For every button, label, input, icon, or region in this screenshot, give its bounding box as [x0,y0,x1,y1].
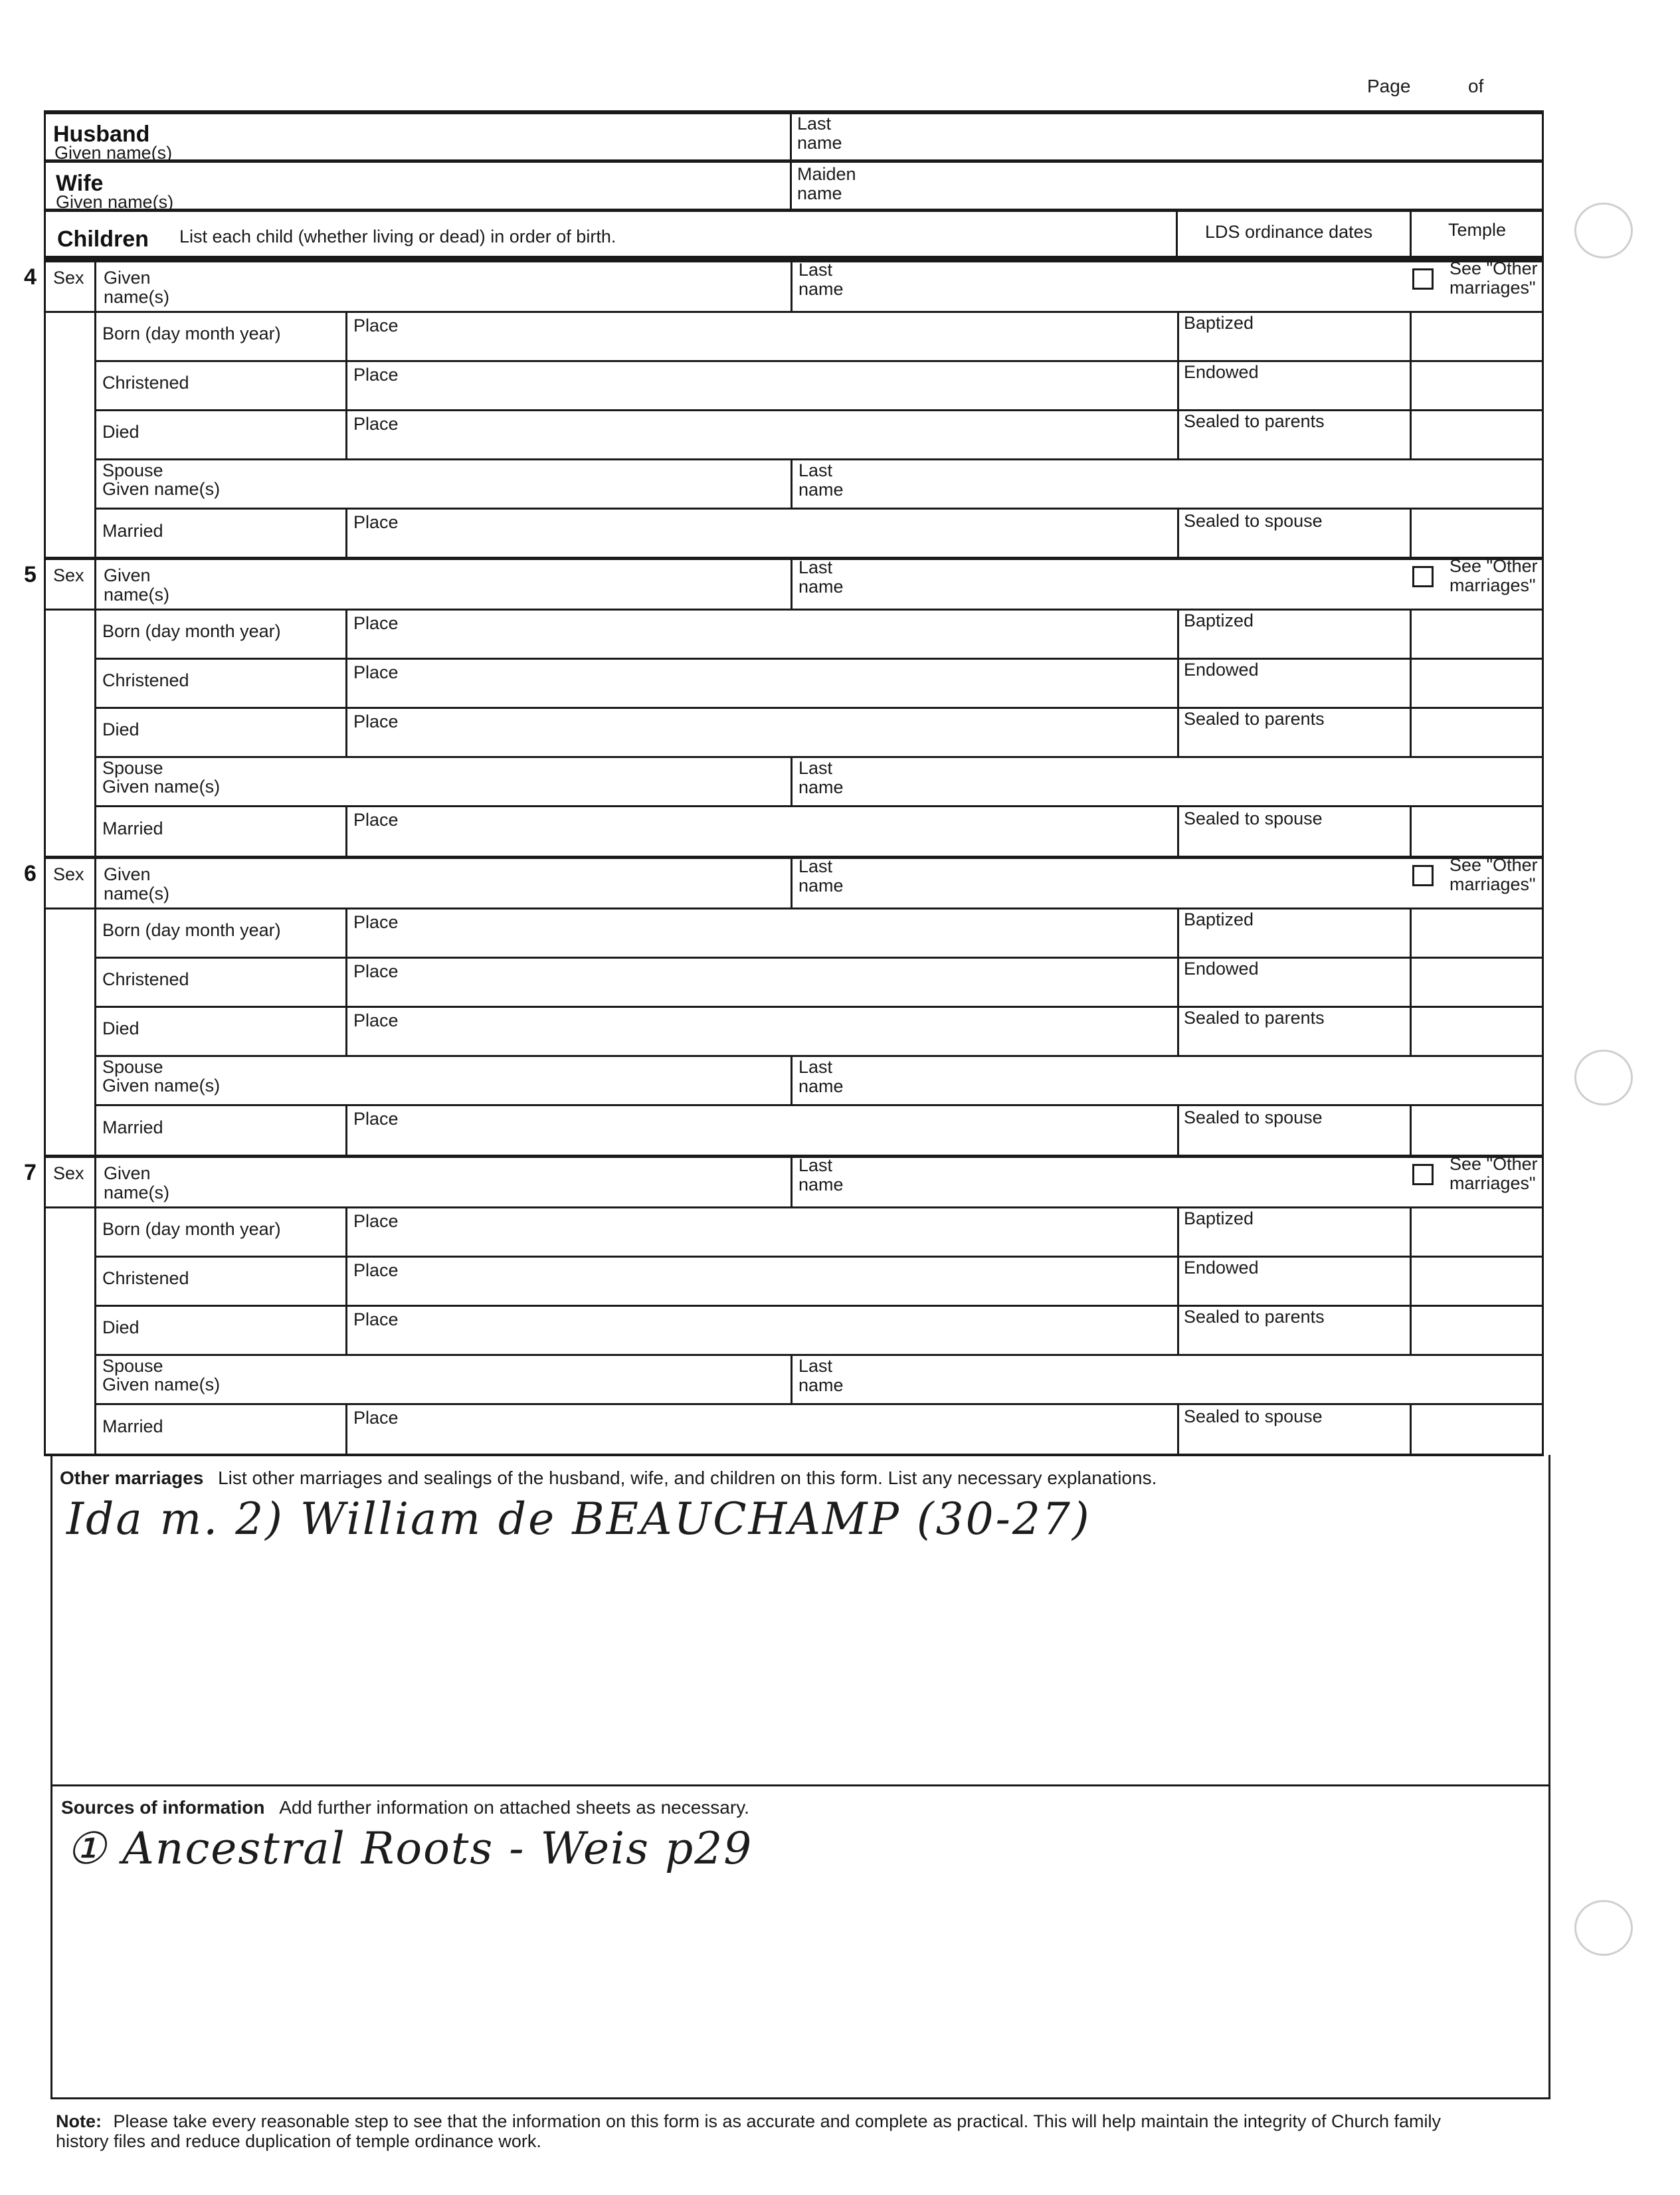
rule [345,609,347,756]
spouse-last-label: Last [798,1356,833,1376]
christened-label: Christened [102,670,189,690]
rule [44,856,46,1155]
endowed-label: Endowed [1184,362,1259,382]
husband-given-label: Given name(s) [54,143,173,163]
rule [50,2097,1550,2099]
rule [1410,211,1412,258]
spouse-given-label: Given name(s) [102,479,221,499]
rule [44,110,1544,114]
rule [94,805,1544,807]
note-line-1 [56,2111,1441,2131]
rule [94,259,96,558]
rule [44,856,1544,859]
place-label: Place [353,316,399,335]
spouse-last-label: Last [798,758,833,778]
other-marriages-handwritten: Ida m. 2) William de BEAUCHAMP (30-27) [66,1493,1091,1545]
born-label: Born (day month year) [102,1219,281,1239]
given-label: Given [104,268,151,288]
rule [44,907,1544,909]
rule [345,907,347,1055]
sources-handwritten: ① Ancestral Roots - Weis p29 [66,1823,753,1874]
rule [1542,557,1544,856]
rule [1177,805,1179,856]
rule [791,856,793,907]
died-label: Died [102,422,140,442]
rule [345,1403,347,1454]
child-number: 4 [24,264,37,290]
rule [94,1305,1544,1307]
children-title: Children [57,227,149,252]
rule [94,1403,1544,1405]
rule [345,508,347,558]
rule [94,707,1544,709]
rule [1410,311,1412,458]
sources-title: Sources of information [61,1797,265,1818]
rule [94,1256,1544,1258]
rule [791,259,793,311]
sealed-parents-label: Sealed to parents [1184,1307,1325,1327]
rule [50,1784,1550,1786]
died-label: Died [102,719,140,739]
married-label: Married [102,1117,163,1137]
sources-instruction: Add further information on attached sheets as necessary. [279,1797,749,1818]
rule [345,805,347,856]
spouse-last-label-2: name [798,480,844,500]
sealed-spouse-label: Sealed to spouse [1184,1107,1323,1127]
rule [791,1155,793,1206]
last-label-2: name [798,876,844,896]
rule [1177,311,1179,458]
wife-given-label: Given name(s) [56,192,174,212]
endowed-label: Endowed [1184,660,1259,680]
rule [44,259,46,558]
rule [1177,907,1179,1055]
place-label: Place [353,512,399,532]
given-label-2: name(s) [104,287,170,307]
see-other-label-2: marriages" [1449,278,1536,298]
christened-label: Christened [102,373,189,393]
spouse-label: Spouse [102,1356,163,1376]
rule [1410,1206,1412,1354]
temple-label: Temple [1448,220,1507,240]
place-label: Place [353,1260,399,1280]
rule [1176,211,1178,258]
note-label: Note: [56,2111,102,2131]
of-label: of [1468,76,1484,96]
baptized-label: Baptized [1184,611,1254,630]
place-label: Place [353,613,399,633]
page-label: Page [1367,76,1411,96]
married-label: Married [102,818,163,838]
rule [345,1104,347,1155]
see-other-label: See "Other [1449,258,1538,278]
last-label: Last [798,557,833,577]
rule [791,1055,793,1104]
sealed-parents-label: Sealed to parents [1184,1008,1325,1028]
spouse-last-label-2: name [798,1375,844,1395]
wife-label: Wife [56,171,104,196]
see-other-label-2: marriages" [1449,1173,1536,1193]
place-label: Place [353,1010,399,1030]
see-other-marriages-checkbox[interactable] [1412,1164,1434,1185]
rule [94,360,1544,362]
rule [1542,856,1544,1155]
rule [1410,805,1412,856]
rule [44,311,1544,313]
children-instruction: List each child (whether living or dead) in order of birth. [179,227,616,246]
last-label: Last [798,260,833,280]
endowed-label: Endowed [1184,959,1259,979]
given-label: Given [104,1163,151,1183]
rule [94,557,96,856]
place-label: Place [353,414,399,434]
rule [1177,1104,1179,1155]
spouse-label: Spouse [102,758,163,778]
rule [94,1155,96,1454]
rule [1542,110,1544,258]
last-label: Last [798,1155,833,1175]
sex-label: Sex [53,1163,84,1183]
rule [44,557,46,856]
spouse-given-label: Given name(s) [102,1076,221,1096]
given-label: Given [104,565,151,585]
other-marriages-instruction: List other marriages and sealings of the husband, wife, and children on this form. List any necessary explanations. [218,1468,1157,1488]
see-other-marriages-checkbox[interactable] [1412,566,1434,587]
sex-label: Sex [53,864,84,884]
rule [1542,1155,1544,1454]
rule [791,458,793,508]
died-label: Died [102,1018,140,1038]
rule [50,1455,52,2099]
spouse-last-label-2: name [798,1076,844,1096]
place-label: Place [353,961,399,981]
rule [44,1206,1544,1208]
rule [1410,609,1412,756]
rule [44,159,1544,163]
born-label: Born (day month year) [102,324,281,343]
rule [1177,1206,1179,1354]
place-label: Place [353,365,399,385]
other-marriages-section [60,1468,1157,1488]
sources-section [61,1798,749,1818]
rule [791,1354,793,1403]
rule [94,658,1544,660]
rule [44,1155,46,1454]
husband-last-label-2: name [797,133,842,153]
spouse-last-label: Last [798,460,833,480]
child-number: 7 [24,1160,37,1185]
place-label: Place [353,810,399,830]
rule [94,856,96,1155]
rule [44,609,1544,611]
see-other-marriages-checkbox[interactable] [1412,865,1434,886]
place-label: Place [353,712,399,731]
rule [44,1454,1544,1456]
rule [1542,259,1544,558]
see-other-marriages-checkbox[interactable] [1412,268,1434,290]
maiden-label-2: name [797,183,842,203]
last-label: Last [798,856,833,876]
see-other-label: See "Other [1449,1154,1538,1174]
given-label: Given [104,864,151,884]
place-label: Place [353,662,399,682]
rule [44,557,1544,560]
rule [44,209,1544,212]
spouse-label: Spouse [102,1057,163,1077]
given-label-2: name(s) [104,884,170,904]
sex-label: Sex [53,268,84,288]
sealed-parents-label: Sealed to parents [1184,411,1325,431]
rule [345,1206,347,1354]
endowed-label: Endowed [1184,1258,1259,1278]
see-other-label: See "Other [1449,556,1538,576]
spouse-given-label: Given name(s) [102,777,221,797]
sealed-parents-label: Sealed to parents [1184,709,1325,729]
rule [94,1104,1544,1106]
sealed-spouse-label: Sealed to spouse [1184,511,1323,531]
baptized-label: Baptized [1184,313,1254,333]
place-label: Place [353,1309,399,1329]
rule [791,557,793,609]
place-label: Place [353,1211,399,1231]
binder-hole [1574,1900,1633,1956]
rule [1177,508,1179,558]
husband-label: Husband [53,122,150,147]
lds-ordinance-label: LDS ordinance dates [1205,222,1373,242]
spouse-last-label-2: name [798,777,844,797]
see-other-label: See "Other [1449,855,1538,875]
sex-label: Sex [53,565,84,585]
note-text-1: Please take every reasonable step to see that the information on this form is as accurate and complete as practical. This will help maintain the integrity of Church family [113,2111,1442,2131]
married-label: Married [102,521,163,541]
born-label: Born (day month year) [102,920,281,940]
sealed-spouse-label: Sealed to spouse [1184,1406,1323,1426]
baptized-label: Baptized [1184,1208,1254,1228]
rule [44,259,1544,262]
given-label-2: name(s) [104,1183,170,1202]
married-label: Married [102,1416,163,1436]
spouse-label: Spouse [102,460,163,480]
rule [1410,508,1412,558]
place-label: Place [353,1109,399,1129]
rule [94,957,1544,959]
died-label: Died [102,1317,140,1337]
given-label-2: name(s) [104,585,170,605]
rule [1410,1104,1412,1155]
husband-last-label: Last [797,114,832,134]
rule [44,110,46,258]
rule [791,756,793,805]
rule [94,409,1544,411]
place-label: Place [353,912,399,932]
see-other-label-2: marriages" [1449,575,1536,595]
maiden-label: Maiden [797,164,856,184]
rule [44,1155,1544,1158]
last-label-2: name [798,577,844,597]
binder-hole [1574,1050,1633,1105]
binder-hole [1574,203,1633,258]
christened-label: Christened [102,969,189,989]
rule [1410,1403,1412,1454]
spouse-last-label: Last [798,1057,833,1077]
place-label: Place [353,1408,399,1428]
last-label-2: name [798,279,844,299]
rule [94,1006,1544,1008]
born-label: Born (day month year) [102,621,281,641]
see-other-label-2: marriages" [1449,874,1536,894]
last-label-2: name [798,1175,844,1194]
rule [345,311,347,458]
rule [1548,1455,1550,2099]
child-number: 5 [24,562,37,587]
other-marriages-title: Other marriages [60,1468,204,1488]
rule [1177,609,1179,756]
baptized-label: Baptized [1184,909,1254,929]
note-text-2: history files and reduce duplication of temple ordinance work. [56,2131,541,2151]
rule [1177,1403,1179,1454]
rule [94,508,1544,510]
sealed-spouse-label: Sealed to spouse [1184,809,1323,828]
spouse-given-label: Given name(s) [102,1375,221,1394]
child-number: 6 [24,861,37,886]
christened-label: Christened [102,1268,189,1288]
rule [1410,907,1412,1055]
